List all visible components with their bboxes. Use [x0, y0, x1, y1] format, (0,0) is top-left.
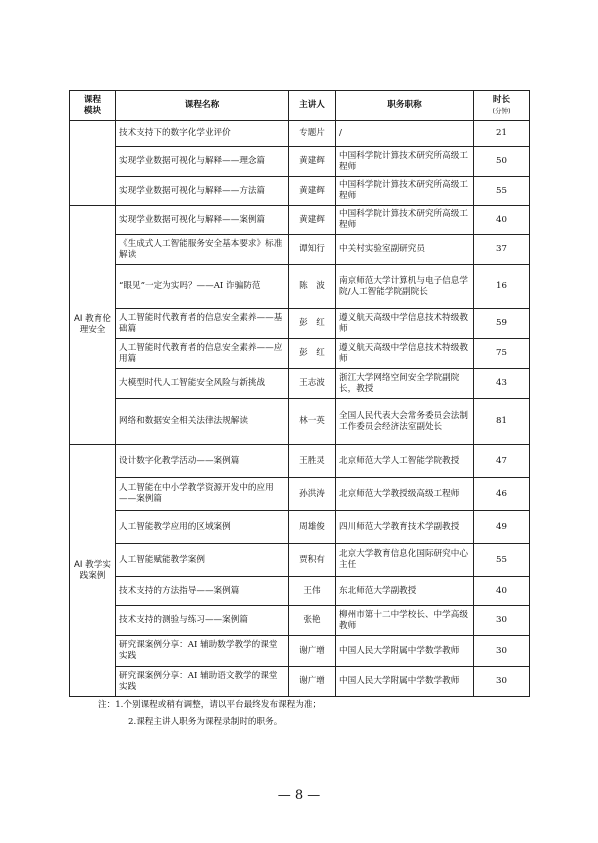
- duration: 55: [474, 544, 530, 577]
- header-title: 职务职称: [336, 91, 474, 121]
- speaker: 张艳: [289, 606, 336, 636]
- header-duration: 时长 (分钟): [474, 91, 530, 121]
- table-row: [70, 235, 530, 265]
- duration: 30: [474, 667, 530, 697]
- course-name: 设计数字化教学活动——案例篇: [116, 445, 289, 478]
- course-name: 技术支持的方法指导——案例篇: [116, 577, 289, 606]
- course-name: 大模型时代人工智能安全风险与新挑战: [116, 369, 289, 399]
- table-row: [70, 309, 530, 339]
- table-row: [70, 606, 530, 636]
- duration: 75: [474, 339, 530, 369]
- course-name: 研究课案例分享：AI 辅助数学教学的课堂实践: [116, 636, 289, 667]
- course-name: “眼见”一定为实吗？——AI 诈骗防范: [116, 265, 289, 309]
- module-ethics: AI 教育伦理安全: [70, 206, 116, 445]
- speaker-title: 中国人民大学附属中学数学教师: [336, 636, 474, 667]
- speaker: 谢广增: [289, 636, 336, 667]
- table-row: [70, 445, 530, 478]
- table-row: [70, 544, 530, 577]
- duration: 16: [474, 265, 530, 309]
- speaker-title: 遵义航天高级中学信息技术特级教师: [336, 309, 474, 339]
- speaker: 黄建辉: [289, 206, 336, 235]
- header-speaker: 主讲人: [289, 91, 336, 121]
- table-row: [70, 121, 530, 147]
- speaker: 彭 红: [289, 339, 336, 369]
- course-name: 人工智能赋能教学案例: [116, 544, 289, 577]
- course-name: 实现学业数据可视化与解释——案例篇: [116, 206, 289, 235]
- course-name: 网络和数据安全相关法律法规解读: [116, 399, 289, 445]
- duration: 59: [474, 309, 530, 339]
- duration: 21: [474, 121, 530, 147]
- speaker-title: 中国科学院计算技术研究所高级工程师: [336, 147, 474, 177]
- speaker-title: 四川师范大学教育技术学副教授: [336, 511, 474, 544]
- speaker-title: 东北师范大学副教授: [336, 577, 474, 606]
- duration: 55: [474, 177, 530, 206]
- course-name: 实现学业数据可视化与解释——理念篇: [116, 147, 289, 177]
- speaker-title: 柳州市第十二中学校长、中学高级教师: [336, 606, 474, 636]
- table-row: [70, 636, 530, 667]
- table-header-row: [70, 91, 530, 121]
- course-name: 技术支持的测验与练习——案例篇: [116, 606, 289, 636]
- page-number: — 8 —: [277, 788, 321, 803]
- duration: 81: [474, 399, 530, 445]
- table-row: [70, 667, 530, 697]
- speaker-title: 浙江大学网络空间安全学院副院长，教授: [336, 369, 474, 399]
- duration: 40: [474, 577, 530, 606]
- duration: 50: [474, 147, 530, 177]
- speaker-title: /: [336, 121, 474, 147]
- speaker: 王胜灵: [289, 445, 336, 478]
- speaker: 黄建辉: [289, 147, 336, 177]
- table-row: [70, 177, 530, 206]
- module-practice: AI 教学实践案例: [70, 445, 116, 697]
- duration: 30: [474, 636, 530, 667]
- table-row: [70, 206, 530, 235]
- speaker: 周雄俊: [289, 511, 336, 544]
- course-name: 人工智能教学应用的区域案例: [116, 511, 289, 544]
- duration: 30: [474, 606, 530, 636]
- speaker: 王志波: [289, 369, 336, 399]
- speaker: 谭知行: [289, 235, 336, 265]
- speaker-title: 中国科学院计算技术研究所高级工程师: [336, 177, 474, 206]
- course-name: 实现学业数据可视化与解释——方法篇: [116, 177, 289, 206]
- table-row: [70, 339, 530, 369]
- speaker-title: 中关村实验室副研究员: [336, 235, 474, 265]
- speaker-title: 中国人民大学附属中学数学教师: [336, 667, 474, 697]
- speaker-title: 北京大学教育信息化国际研究中心主任: [336, 544, 474, 577]
- table-row: [70, 511, 530, 544]
- duration: 43: [474, 369, 530, 399]
- table-row: [70, 399, 530, 445]
- speaker-title: 北京师范大学教授级高级工程师: [336, 478, 474, 511]
- speaker: 专题片: [289, 121, 336, 147]
- speaker-title: 北京师范大学人工智能学院教授: [336, 445, 474, 478]
- table-row: [70, 478, 530, 511]
- table-row: [70, 369, 530, 399]
- course-name: 人工智能时代教育者的信息安全素养——基础篇: [116, 309, 289, 339]
- speaker: 孙洪涛: [289, 478, 336, 511]
- course-name: 人工智能时代教育者的信息安全素养——应用篇: [116, 339, 289, 369]
- footnote-2: 2.课程主讲人职务为课程录制时的职务。: [128, 717, 283, 727]
- duration: 40: [474, 206, 530, 235]
- footnotes: [98, 697, 538, 731]
- table-row: [70, 147, 530, 177]
- footnote-1: 注：1.个别课程或稍有调整，请以平台最终发布课程为准；: [98, 700, 322, 710]
- speaker: 王伟: [289, 577, 336, 606]
- speaker: 林一英: [289, 399, 336, 445]
- duration: 49: [474, 511, 530, 544]
- speaker-title: 全国人民代表大会常务委员会法制工作委员会经济法室副处长: [336, 399, 474, 445]
- speaker: 彭 红: [289, 309, 336, 339]
- course-name: 人工智能在中小学教学资源开发中的应用——案例篇: [116, 478, 289, 511]
- course-name: 研究课案例分享：AI 辅助语文教学的课堂实践: [116, 667, 289, 697]
- duration: 37: [474, 235, 530, 265]
- duration: 47: [474, 445, 530, 478]
- speaker: 贾积有: [289, 544, 336, 577]
- speaker: 谢广增: [289, 667, 336, 697]
- module-cell-blank: [70, 121, 116, 206]
- speaker: 黄建辉: [289, 177, 336, 206]
- header-course-name: 课程名称: [116, 91, 289, 121]
- speaker-title: 中国科学院计算技术研究所高级工程师: [336, 206, 474, 235]
- table-row: [70, 577, 530, 606]
- header-module: 课程 模块: [70, 91, 116, 121]
- table-row: [70, 265, 530, 309]
- course-table: [69, 90, 530, 697]
- speaker: 陈 波: [289, 265, 336, 309]
- speaker-title: 南京师范大学计算机与电子信息学院/人工智能学院副院长: [336, 265, 474, 309]
- speaker-title: 遵义航天高级中学信息技术特级教师: [336, 339, 474, 369]
- duration: 46: [474, 478, 530, 511]
- course-name: 《生成式人工智能服务安全基本要求》标准解读: [116, 235, 289, 265]
- course-name: 技术支持下的数字化学业评价: [116, 121, 289, 147]
